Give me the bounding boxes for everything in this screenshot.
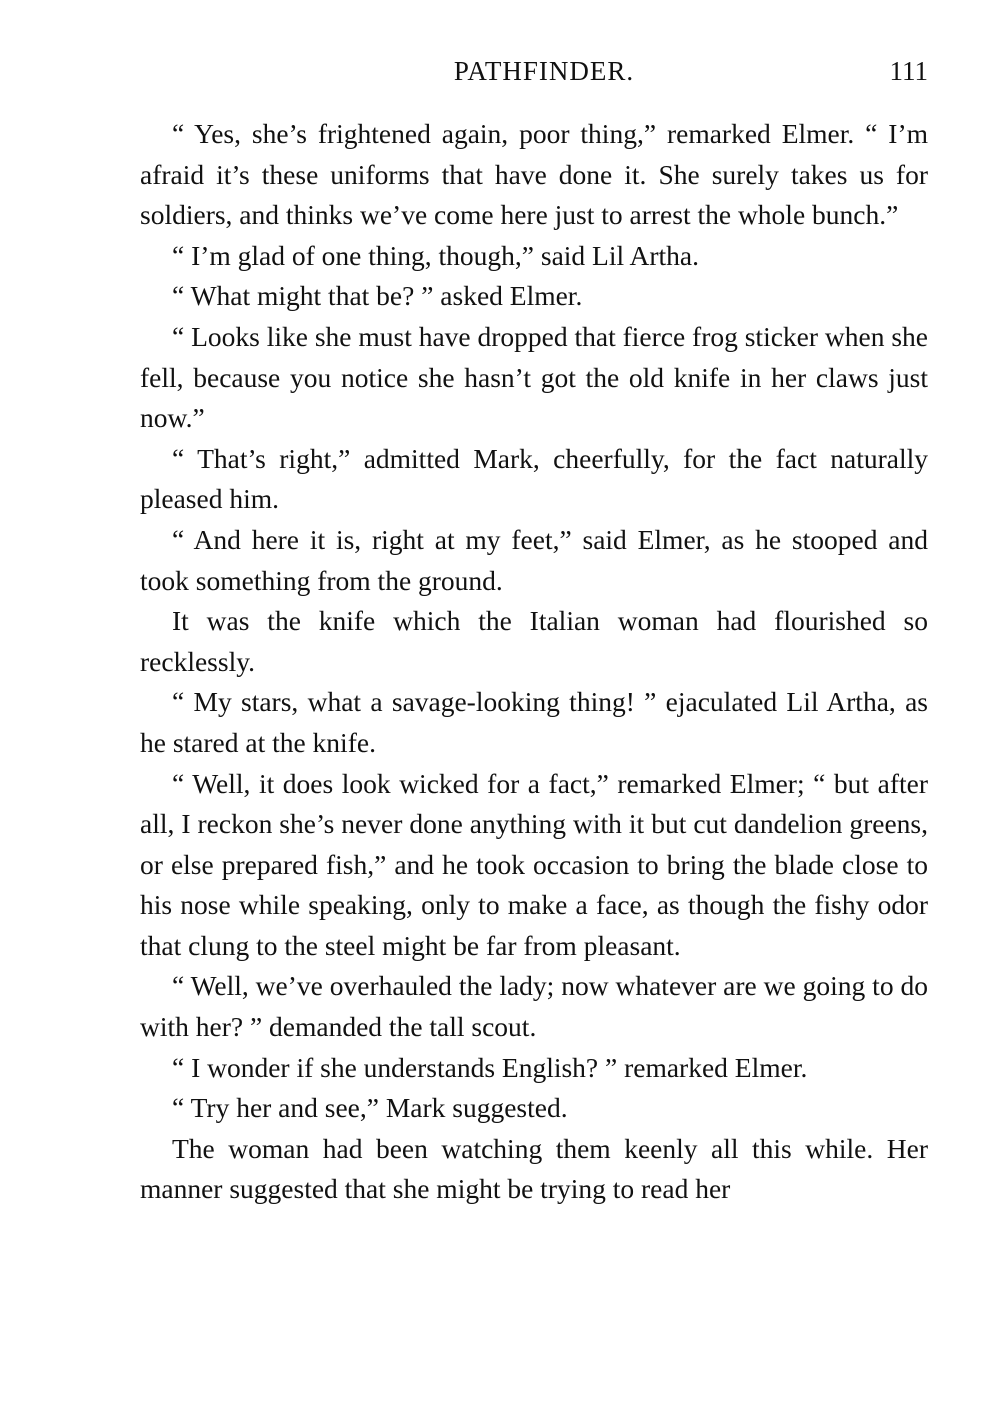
paragraph: The woman had been watching them keenly all this while. Her manner suggested that she might be trying to read her <box>140 1132 928 1205</box>
paragraph: “ Yes, she’s frightened again, poor thing,” remarked Elmer. “ I’m afraid it’s these uniforms that have done it. She surely takes us for soldiers, and thinks we’ve come here just to arrest the whole bunch.” <box>140 118 928 231</box>
paragraph: “ I’m glad of one thing, though,” said Lil Artha. <box>172 239 699 271</box>
paragraph: “ Well, we’ve overhauled the lady; now whatever are we going to do with her? ” demanded the tall scout. <box>140 970 928 1043</box>
paragraph: “ I wonder if she understands English? ” remarked Elmer. <box>172 1051 808 1083</box>
paragraph: “ What might that be? ” asked Elmer. <box>172 280 583 312</box>
paragraph: “ And here it is, right at my feet,” said Elmer, as he stooped and took something from the ground. <box>140 523 928 596</box>
paragraph: “ Looks like she must have dropped that fierce frog sticker when she fell, because you notice she hasn’t got the old knife in her claws just now.” <box>140 320 929 434</box>
paragraph: “ That’s right,” admitted Mark, cheerfully, for the fact naturally pleased him. <box>140 442 928 515</box>
page-header <box>140 52 928 96</box>
paragraph: “ My stars, what a savage-looking thing! ” ejaculated Lil Artha, as he stared at the knife. <box>140 686 928 758</box>
book-page <box>140 52 928 1210</box>
paragraph: “ Well, it does look wicked for a fact,” remarked Elmer; “ but after all, I reckon she’s never done anything with it but cut dandelion greens, or else prepared fish,” and he took occasion to bring the blade close to his nose while speaking, only to make a face, as though the fishy odor that clung to the steel might be far from pleasant. <box>140 767 928 961</box>
running-title: PATHFINDER. <box>453 56 635 86</box>
paragraph: It was the knife which the Italian woman had flourished so recklessly. <box>140 605 928 677</box>
paragraph: “ Try her and see,” Mark suggested. <box>172 1092 568 1124</box>
page-number: 111 <box>889 56 928 86</box>
body-text <box>140 114 928 1210</box>
